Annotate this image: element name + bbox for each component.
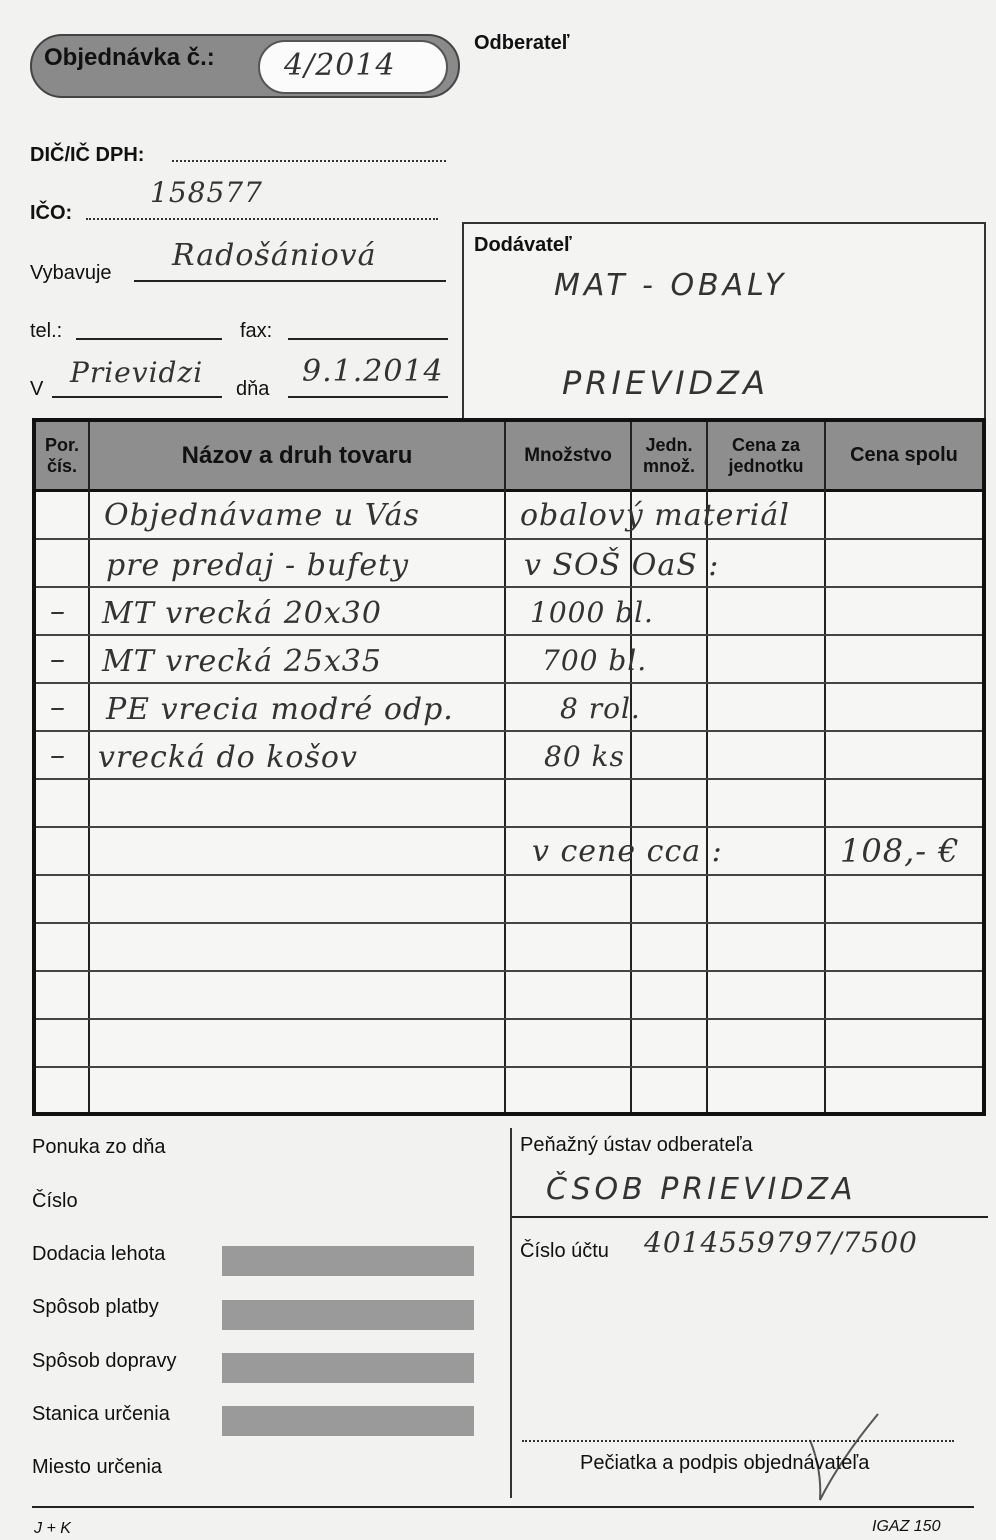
row-divider <box>36 1066 982 1068</box>
row-item-name: PE vrecia modré odp. <box>106 692 454 727</box>
row-divider <box>36 826 982 828</box>
bank-name: ČSOB PRIEVIDZA <box>546 1172 857 1207</box>
intro-text-line1-b: obalový materiál <box>520 498 790 533</box>
dic-label: DIČ/IČ DPH: <box>30 144 145 166</box>
row-divider <box>36 874 982 876</box>
row-divider <box>36 730 982 732</box>
row-quantity: 1000 bl. <box>530 596 654 629</box>
signature-line <box>522 1440 954 1442</box>
row-item-name: MT vrecká 25x35 <box>102 644 382 679</box>
price-label: v cene cca : <box>532 834 723 869</box>
intro-text-line2-b: v SOŠ OaS : <box>524 548 720 583</box>
order-number: 4/2014 <box>284 48 396 83</box>
row-divider <box>36 922 982 924</box>
payment-method-field <box>222 1300 474 1330</box>
row-quantity: 8 rol. <box>560 692 641 725</box>
order-label: Objednávka č.: <box>44 44 215 71</box>
row-dash: – <box>50 594 66 629</box>
place-label: V <box>30 378 44 400</box>
tel-field <box>76 338 222 340</box>
number-label: Číslo <box>32 1190 78 1212</box>
column-divider <box>88 422 90 1112</box>
account-number-value: 4014559797/7500 <box>644 1226 918 1259</box>
row-item-name: vrecká do košov <box>98 740 358 775</box>
bank-name-underline <box>512 1216 988 1218</box>
row-dash: – <box>50 738 66 773</box>
delivery-term-field <box>222 1246 474 1276</box>
handled-by-field <box>134 280 446 282</box>
transport-method-label: Spôsob dopravy <box>32 1350 177 1372</box>
date-label: dňa <box>236 378 270 400</box>
place-field <box>52 396 222 398</box>
ico-field <box>86 218 438 220</box>
destination-station-field <box>222 1406 474 1436</box>
intro-text-line1-a: Objednávame u Vás <box>104 498 420 533</box>
row-divider <box>36 586 982 588</box>
row-quantity: 80 ks <box>544 740 625 773</box>
column-header-name: Názov a druh tovaru <box>181 441 413 469</box>
row-divider <box>36 1018 982 1020</box>
fax-field <box>288 338 448 340</box>
row-divider <box>36 634 982 636</box>
destination-place-label: Miesto určenia <box>32 1456 163 1478</box>
footer-right: IGAZ 150 <box>872 1518 941 1535</box>
customer-label: Odberateľ <box>474 32 570 54</box>
column-header-unit: Jedn. množ. <box>643 434 695 476</box>
offer-date-label: Ponuka zo dňa <box>32 1136 166 1158</box>
supplier-name: MAT - OBALY <box>554 268 788 303</box>
row-dash: – <box>50 642 66 677</box>
column-header-unit-price: Cena za jednotku <box>728 434 804 476</box>
price-total: 108,- € <box>840 832 960 870</box>
row-item-name: MT vrecká 20x30 <box>102 596 382 631</box>
row-divider <box>36 538 982 540</box>
handled-by-label: Vybavuje <box>30 262 112 284</box>
row-divider <box>36 970 982 972</box>
ico-label: IČO: <box>30 202 73 224</box>
signature-label: Pečiatka a podpis objednávateľa <box>580 1452 870 1474</box>
row-quantity: 700 bl. <box>542 644 648 677</box>
place-value: Prievidzi <box>70 356 204 389</box>
handled-by-value: Radošániová <box>172 238 377 273</box>
dic-field <box>172 160 446 162</box>
intro-text-line2-a: pre predaj - bufety <box>106 548 410 583</box>
row-divider <box>36 778 982 780</box>
bank-label: Peňažný ústav odberateľa <box>520 1134 753 1156</box>
tel-label: tel.: <box>30 320 63 342</box>
destination-station-label: Stanica určenia <box>32 1403 170 1425</box>
column-header-quantity: Množstvo <box>524 444 612 466</box>
supplier-label: Dodávateľ <box>474 234 572 256</box>
column-header-number: Por. čís. <box>44 434 79 476</box>
footer-left: J + K <box>34 1520 71 1537</box>
supplier-city: PRIEVIDZA <box>562 364 769 402</box>
column-header-total-price: Cena spolu <box>850 444 958 466</box>
transport-method-field <box>222 1353 474 1383</box>
column-divider <box>824 422 826 1112</box>
footer-divider <box>32 1506 974 1508</box>
account-number-label: Číslo účtu <box>520 1240 609 1262</box>
items-table <box>32 418 986 1116</box>
section-divider <box>510 1128 512 1498</box>
ico-value: 158577 <box>150 176 263 209</box>
delivery-term-label: Dodacia lehota <box>32 1243 166 1265</box>
column-divider <box>504 422 506 1112</box>
payment-method-label: Spôsob platby <box>32 1296 159 1318</box>
fax-label: fax: <box>240 320 273 342</box>
date-field <box>288 396 448 398</box>
row-divider <box>36 682 982 684</box>
row-dash: – <box>50 690 66 725</box>
date-value: 9.1.2014 <box>302 354 444 389</box>
